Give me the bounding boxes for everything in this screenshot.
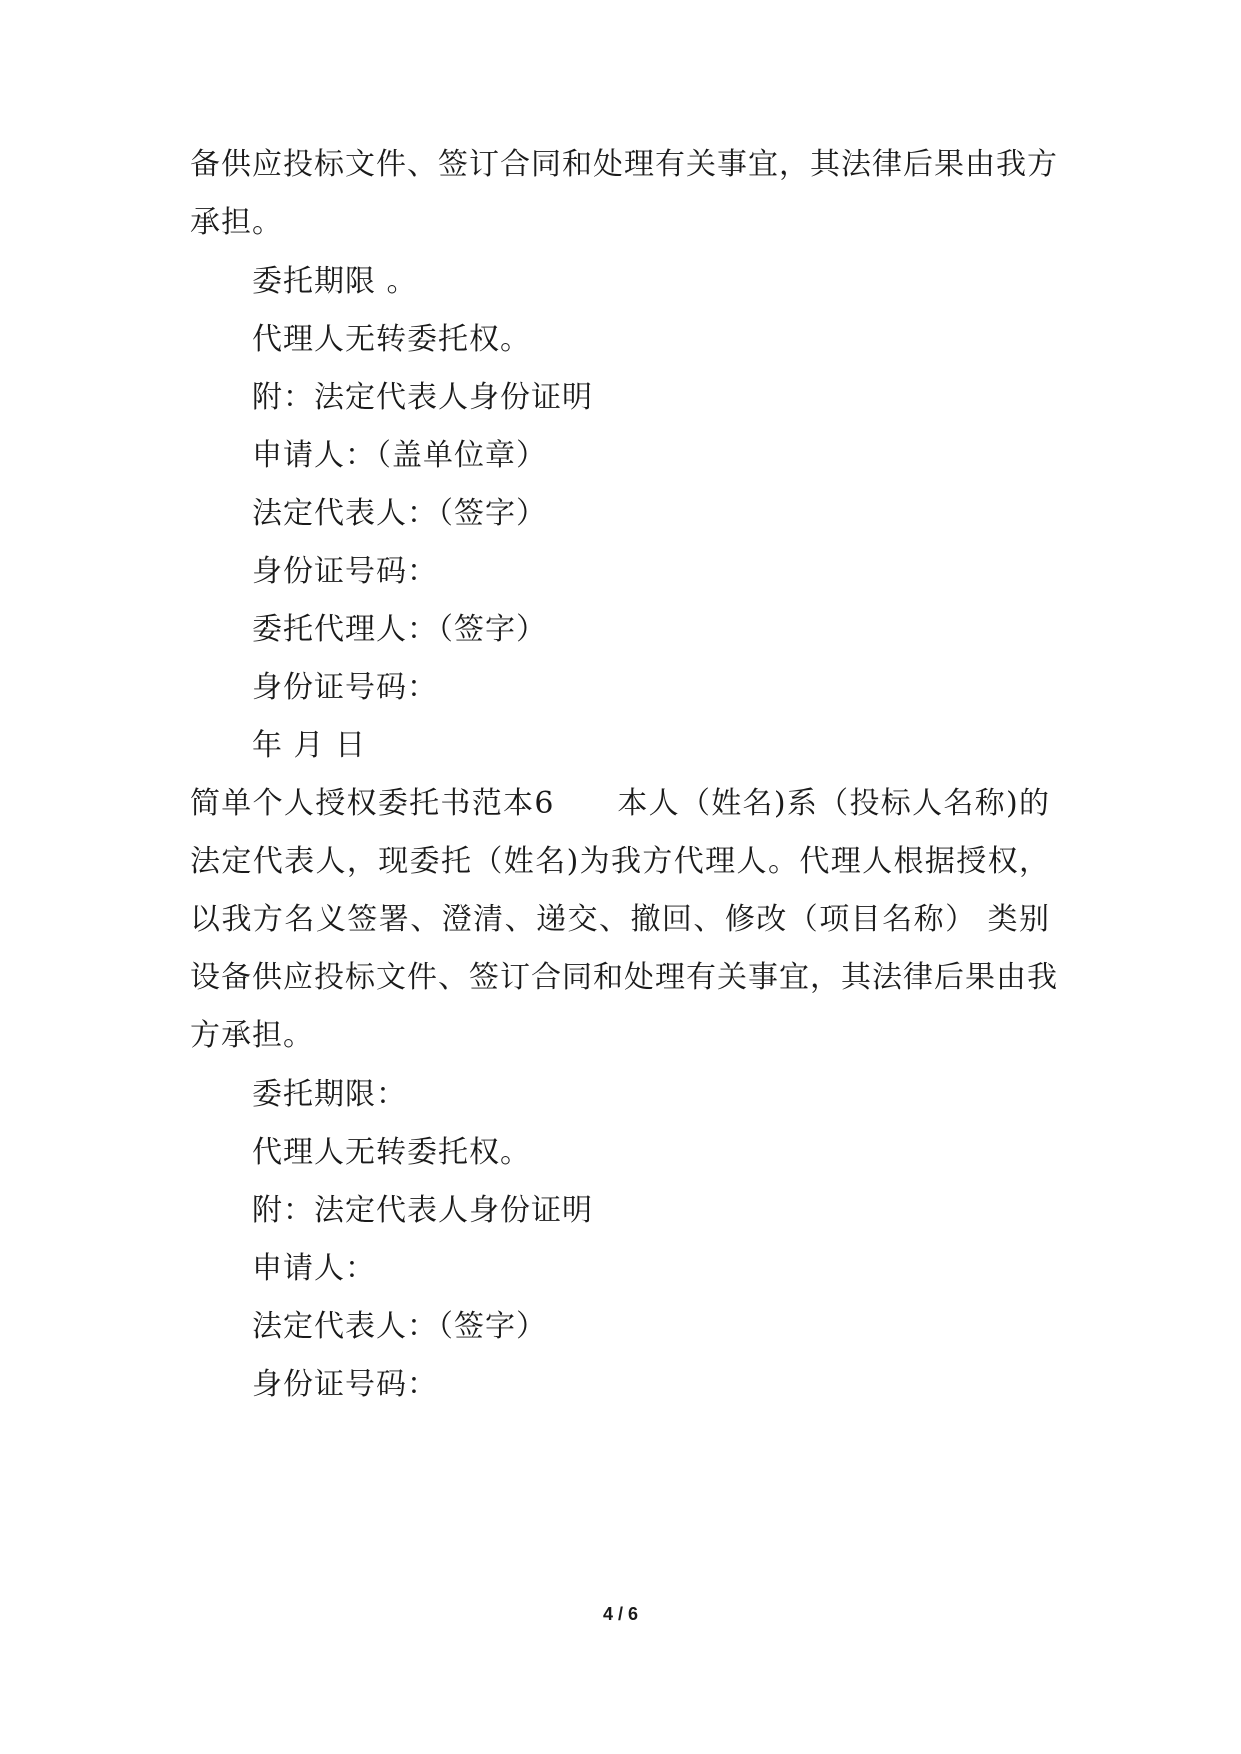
paragraph-line: 委托期限 。 — [252, 264, 418, 299]
paragraph-line: 附：法定代表人身份证明 — [252, 380, 593, 415]
paragraph-line: 代理人无转委托权。 — [252, 322, 531, 357]
paragraph-line: 身份证号码： — [252, 554, 438, 589]
paragraph-line: 身份证号码： — [252, 1367, 438, 1402]
paragraph-line: 备供应投标文件、签订合同和处理有关事宜，其法律后果由我方 — [190, 147, 1058, 182]
paragraph-line: 以我方名义签署、澄清、递交、撤回、修改（项目名称） 类别 — [190, 902, 1050, 937]
paragraph-line: 身份证号码： — [252, 670, 438, 705]
paragraph-line: 年 月 日 — [252, 728, 367, 763]
paragraph-line: 附：法定代表人身份证明 — [252, 1193, 593, 1228]
paragraph-line: 申请人： — [252, 1251, 376, 1286]
page-number: 4 / 6 — [602, 1604, 639, 1624]
paragraph-line: 法定代表人：（签字） — [252, 1309, 547, 1344]
paragraph-line: 委托代理人：（签字） — [252, 612, 547, 647]
paragraph-line: 法定代表人：（签字） — [252, 496, 547, 531]
paragraph-line: 方承担。 — [190, 1018, 314, 1053]
paragraph-line: 简单个人授权委托书范本6 本人（姓名)系（投标人名称)的 — [190, 786, 1050, 821]
paragraph-line: 代理人无转委托权。 — [252, 1135, 531, 1170]
paragraph-line: 承担。 — [190, 205, 283, 240]
paragraph-line: 申请人：（盖单位章） — [252, 438, 547, 473]
paragraph-line: 委托期限： — [252, 1077, 407, 1112]
paragraph-line: 设备供应投标文件、签订合同和处理有关事宜，其法律后果由我 — [190, 960, 1058, 995]
paragraph-line: 法定代表人，现委托（姓名)为我方代理人。代理人根据授权， — [190, 844, 1050, 879]
